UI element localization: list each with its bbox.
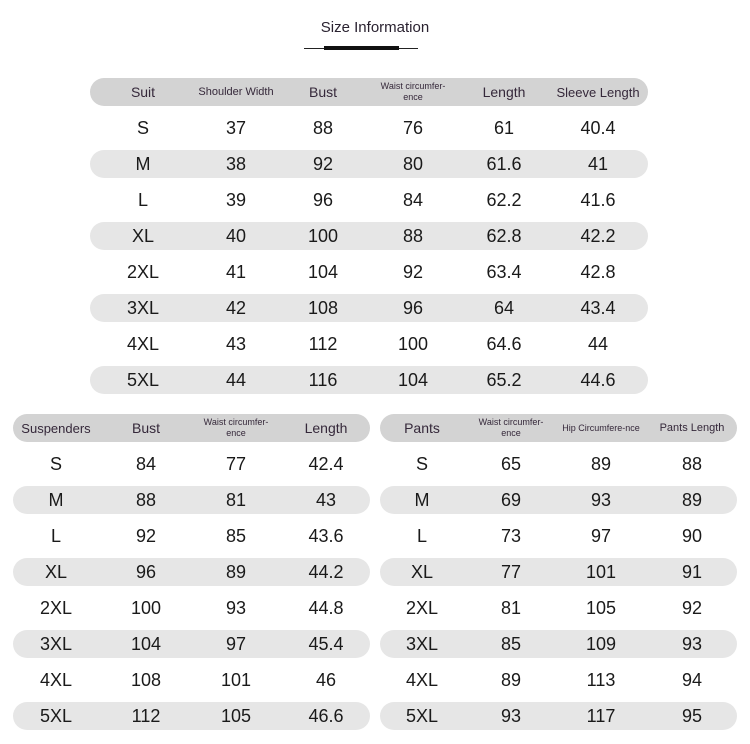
table-cell: 92: [312, 153, 334, 174]
table-cell: 89: [590, 453, 612, 474]
table-row: [13, 522, 370, 550]
table-row: [13, 702, 370, 730]
table-row: [380, 450, 737, 478]
table-cell: 3XL: [126, 297, 160, 318]
table-cell: L: [137, 189, 149, 210]
table-cell: 62.8: [486, 225, 522, 246]
table-cell: 44: [587, 333, 609, 354]
column-header: Pants: [404, 420, 440, 436]
table-cell: 91: [681, 561, 703, 582]
table-cell: 116: [308, 369, 338, 390]
table-cell: 80: [402, 153, 424, 174]
table-cell: 76: [402, 117, 424, 138]
table-cell: 2XL: [39, 597, 73, 618]
table-cell: 45.4: [308, 633, 344, 654]
table-cell: 65.2: [486, 369, 522, 390]
column-header: Hip Circumfere-nce: [562, 422, 640, 433]
table-cell: 96: [312, 189, 334, 210]
table-cell: 113: [586, 669, 616, 690]
table-cell: 43.4: [580, 297, 616, 318]
column-header: Pants Length: [659, 422, 725, 434]
table-cell: 93: [500, 705, 522, 726]
table-cell: 92: [135, 525, 157, 546]
table-cell: 93: [681, 633, 703, 654]
table-cell: 37: [225, 117, 247, 138]
table-cell: M: [414, 489, 430, 510]
table-cell: 46.6: [308, 705, 344, 726]
table-cell: 4XL: [39, 669, 73, 690]
table-cell: 63.4: [486, 261, 522, 282]
table-cell: 65: [500, 453, 522, 474]
table-cell: 42.4: [308, 453, 344, 474]
table-row: [380, 702, 737, 730]
table-cell: 38: [225, 153, 247, 174]
table-cell: 44.6: [580, 369, 616, 390]
table-row: [90, 186, 648, 214]
table-row: [90, 366, 648, 394]
column-header: Shoulder Width: [198, 86, 274, 98]
table-cell: XL: [131, 225, 155, 246]
table-row: [380, 630, 737, 658]
table-cell: 43: [225, 333, 247, 354]
table-cell: L: [416, 525, 428, 546]
page-title: Size Information: [320, 19, 430, 36]
table-cell: 2XL: [405, 597, 439, 618]
table-cell: 104: [397, 369, 429, 390]
table-cell: 46: [315, 669, 337, 690]
table-cell: 97: [225, 633, 247, 654]
table-cell: 41.6: [580, 189, 616, 210]
table-cell: 93: [225, 597, 247, 618]
table-row: [380, 558, 737, 586]
table-cell: 92: [402, 261, 424, 282]
table-cell: 2XL: [126, 261, 160, 282]
table-row: [13, 666, 370, 694]
table-cell: 81: [500, 597, 522, 618]
column-header: Length: [482, 84, 526, 100]
table-cell: 81: [225, 489, 247, 510]
table-cell: 96: [135, 561, 157, 582]
column-header: Waist circumfer-ence: [203, 417, 269, 438]
table-cell: 100: [397, 333, 429, 354]
table-cell: 88: [312, 117, 334, 138]
table-cell: 40.4: [580, 117, 616, 138]
table-row: [90, 222, 648, 250]
table-row: [13, 486, 370, 514]
table-row: [380, 486, 737, 514]
table-cell: 96: [402, 297, 424, 318]
table-cell: 5XL: [39, 705, 73, 726]
title-underline-bar: [324, 46, 399, 50]
table-cell: 105: [220, 705, 252, 726]
table-cell: S: [136, 117, 150, 138]
table-row: [13, 630, 370, 658]
table-cell: 85: [500, 633, 522, 654]
table-cell: 64.6: [486, 333, 522, 354]
table-cell: M: [135, 153, 151, 174]
table-row: [380, 522, 737, 550]
table-cell: 42.2: [580, 225, 616, 246]
table-cell: 92: [681, 597, 703, 618]
table-cell: S: [415, 453, 429, 474]
table-cell: 62.2: [486, 189, 522, 210]
table-row: [90, 294, 648, 322]
table-cell: 94: [681, 669, 703, 690]
table-row: [13, 594, 370, 622]
table-cell: 84: [135, 453, 157, 474]
pants-header-row: [380, 414, 737, 442]
table-cell: 61: [493, 117, 515, 138]
table-cell: 93: [590, 489, 612, 510]
table-cell: 4XL: [405, 669, 439, 690]
table-cell: 105: [585, 597, 617, 618]
table-cell: 89: [225, 561, 247, 582]
table-cell: 112: [131, 705, 161, 726]
column-header: Length: [304, 420, 348, 436]
table-cell: 69: [500, 489, 522, 510]
table-cell: 97: [590, 525, 612, 546]
table-cell: 104: [130, 633, 162, 654]
table-cell: 73: [500, 525, 522, 546]
table-cell: 40: [225, 225, 247, 246]
table-cell: 77: [500, 561, 522, 582]
table-row: [90, 114, 648, 142]
column-header: Bust: [308, 84, 338, 100]
table-cell: 41: [587, 153, 609, 174]
table-row: [380, 594, 737, 622]
table-cell: 88: [681, 453, 703, 474]
table-row: [13, 450, 370, 478]
table-cell: 43: [315, 489, 337, 510]
table-cell: 85: [225, 525, 247, 546]
table-cell: 41: [225, 261, 247, 282]
table-cell: 4XL: [126, 333, 160, 354]
table-cell: 100: [130, 597, 162, 618]
table-cell: XL: [44, 561, 68, 582]
table-cell: 61.6: [486, 153, 522, 174]
table-cell: M: [48, 489, 64, 510]
table-row: [90, 330, 648, 358]
table-row: [90, 258, 648, 286]
table-cell: S: [49, 453, 63, 474]
table-cell: 108: [307, 297, 339, 318]
column-header: Bust: [131, 420, 161, 436]
table-row: [13, 558, 370, 586]
table-cell: 43.6: [308, 525, 344, 546]
table-cell: 88: [135, 489, 157, 510]
column-header: Suit: [130, 84, 156, 100]
table-cell: 42: [225, 297, 247, 318]
column-header: Waist circumfer-ence: [380, 81, 446, 102]
table-cell: 44.8: [308, 597, 344, 618]
table-cell: 101: [585, 561, 617, 582]
table-cell: 101: [220, 669, 252, 690]
table-cell: 84: [402, 189, 424, 210]
table-cell: 44: [225, 369, 247, 390]
table-cell: 109: [585, 633, 617, 654]
table-cell: 95: [681, 705, 703, 726]
table-cell: 89: [500, 669, 522, 690]
table-row: [380, 666, 737, 694]
table-cell: 44.2: [308, 561, 344, 582]
table-cell: 90: [681, 525, 703, 546]
table-cell: 3XL: [39, 633, 73, 654]
table-cell: XL: [410, 561, 434, 582]
table-cell: L: [50, 525, 62, 546]
table-cell: 77: [225, 453, 247, 474]
table-cell: 5XL: [126, 369, 160, 390]
table-cell: 108: [130, 669, 162, 690]
column-header: Suspenders: [21, 420, 91, 436]
column-header: Sleeve Length: [556, 84, 640, 100]
table-cell: 5XL: [405, 705, 439, 726]
table-cell: 3XL: [405, 633, 439, 654]
column-header: Waist circumfer-ence: [478, 417, 544, 438]
table-cell: 100: [307, 225, 339, 246]
table-cell: 117: [586, 705, 616, 726]
table-cell: 88: [402, 225, 424, 246]
table-cell: 64: [493, 297, 515, 318]
suspenders-header-row: [13, 414, 370, 442]
table-row: [90, 150, 648, 178]
table-cell: 112: [308, 333, 338, 354]
table-cell: 42.8: [580, 261, 616, 282]
table-cell: 89: [681, 489, 703, 510]
table-cell: 39: [225, 189, 247, 210]
suit-header-row: [90, 78, 648, 106]
table-cell: 104: [307, 261, 339, 282]
